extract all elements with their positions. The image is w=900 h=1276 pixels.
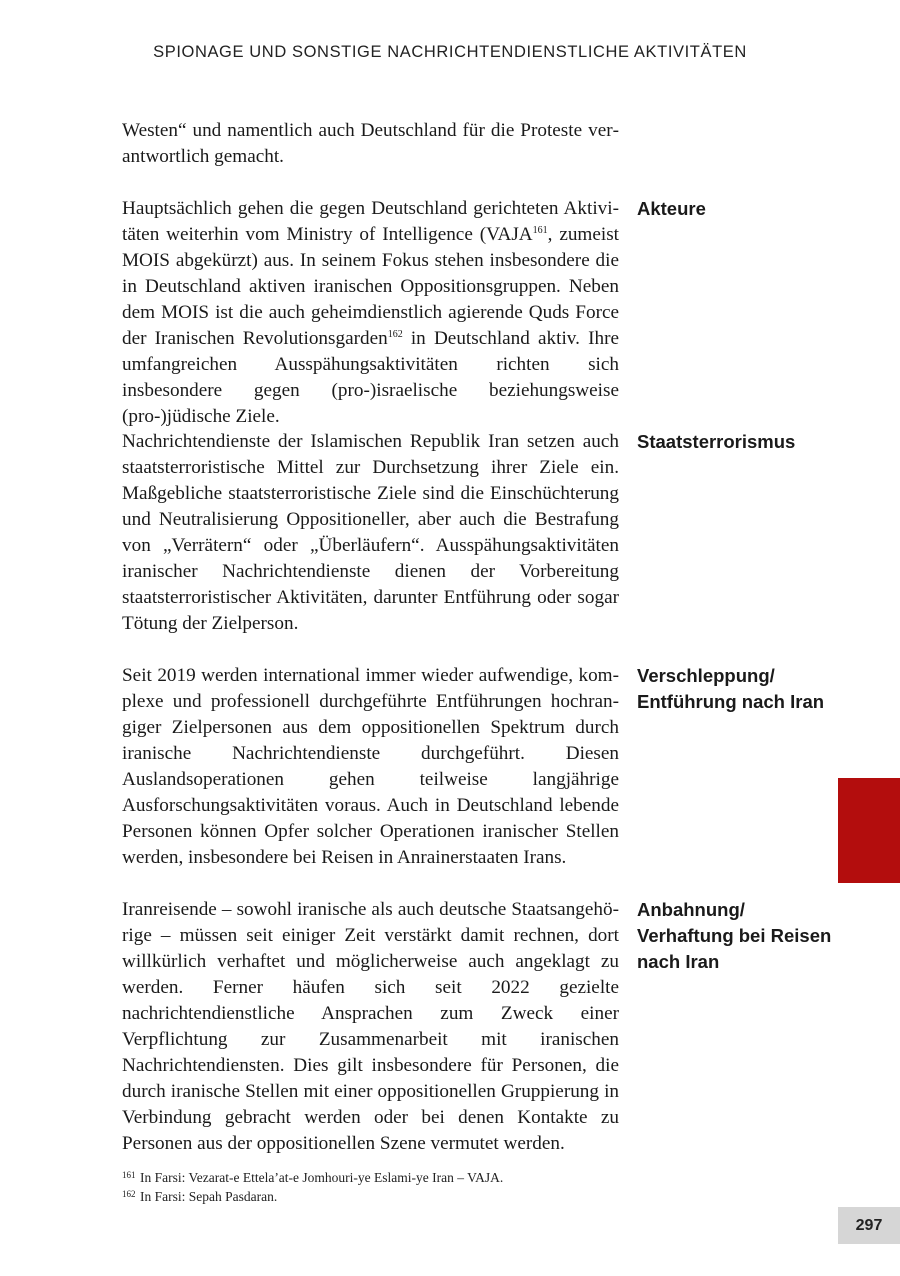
footnote-text: In Farsi: Vezarat-e Ettela’at-e Jomhouri-ye Eslami-ye Iran – VAJA. [140,1170,504,1185]
page-number: 297 [838,1207,900,1244]
paragraph-verschleppung: Seit 2019 werden international immer wieder aufwendige, komplexe und professionell durchgeführte Entführungen hochrangiger Zielpersonen aus dem oppositionellen Spektrum durch iranische Nachrichtendienste durchgeführt. Diesen Auslandsoperationen gehen teilweise langjährige Ausforschungsaktivitäten voraus. Auch in Deutschland lebende Personen können Opfer solcher Operationen iranischer Stellen werden, insbesondere bei Reisen in Anrainerstaaten Irans. [122,665,619,868]
margin-label-line: nach Iran [637,951,720,972]
paragraph-anbahnung: Iranreisende – sowohl iranische als auch deutsche Staatsangehörige – müssen seit einiger Zeit verstärkt damit rechnen, dort willkürlich verhaftet und möglicherweise auch angeklagt zu werden. Ferner häufen sich seit 2022 gezielte nachrichtendienstliche Ansprachen zum Zweck einer Verpflichtung zur Zusammenarbeit mit iranischen Nachrichtendiensten. Dies gilt insbesondere für Personen, die durch iranische Stellen mit einer oppositionellen Gruppierung in Verbindung gebracht werden oder bei denen Kontakte zu Personen aus der oppositionellen Szene vermutet werden. [122,899,619,1154]
chapter-thumb-tab [838,778,900,883]
paragraph-text: , zumeist MOIS abgekürzt) aus. In seinem Fokus stehen insbesondere die in Deutschland aktiven iranischen Oppositionsgruppen. Neben dem MOIS ist die auch geheimdienstlich agierende Quds Force der Iranischen Revolutionsgarden [122,224,619,349]
paragraph-staatsterrorismus: Nachrichtendienste der Islamischen Republik Iran setzen auch staatsterroristische Mittel zur Durchsetzung ihrer Ziele ein. Maßgebliche staatsterroristische Ziele sind die Einschüchterung und Neutralisierung Oppositioneller, aber auch die Bestrafung von „Verrätern“ oder „Überläufern“. Ausspähungsaktivitäten iranischer Nachrichtendienste dienen der Vorbereitung staatsterroristischer Aktivitäten, darunter Entführung oder sogar Tötung der Zielperson. [122,431,619,634]
footnote-ref-161[interactable]: 161 [532,225,548,236]
paragraph-akteure [122,196,619,430]
paragraph-text: Hauptsächlich gehen die gegen Deutschland gerichteten Aktivitäten weiterhin vom Ministry of Intelligence (VAJA [122,198,619,245]
paragraph-text: in Deutschland aktiv. Ihre umfangreichen Ausspähungsaktivitäten richten sich insbesondere gegen (pro-)israelische beziehungsweise (pro-)jüdische Ziele. [122,328,619,427]
margin-label-anbahnung [637,897,837,975]
margin-label-staatsterrorismus [637,429,837,455]
running-header: SPIONAGE UND SONSTIGE NACHRICHTENDIENSTLICHE AKTIVITÄTEN [153,43,747,61]
margin-label-line: Entführung nach Iran [637,691,825,712]
margin-label-line: Anbahnung/ [637,899,745,920]
paragraph-continuation: Westen“ und namentlich auch Deutschland für die Proteste verantwortlich gemacht. [122,120,619,167]
margin-label-verschleppung [637,663,837,715]
footnote-ref-162[interactable]: 162 [387,329,403,340]
margin-label-line: Verschleppung/ [637,665,775,686]
margin-label-line: Akteure [637,198,706,219]
margin-label-line: Staatsterrorismus [637,431,796,452]
footnote-text: In Farsi: Sepah Pasdaran. [140,1189,278,1204]
footnote-number: 162 [122,1189,136,1199]
footnote-number: 161 [122,1170,136,1180]
margin-label-akteure [637,196,837,222]
footnote-162 [122,1187,642,1206]
footnotes [122,1168,642,1206]
margin-label-line: Verhaftung bei Reisen [637,925,832,946]
footnote-161 [122,1168,642,1187]
